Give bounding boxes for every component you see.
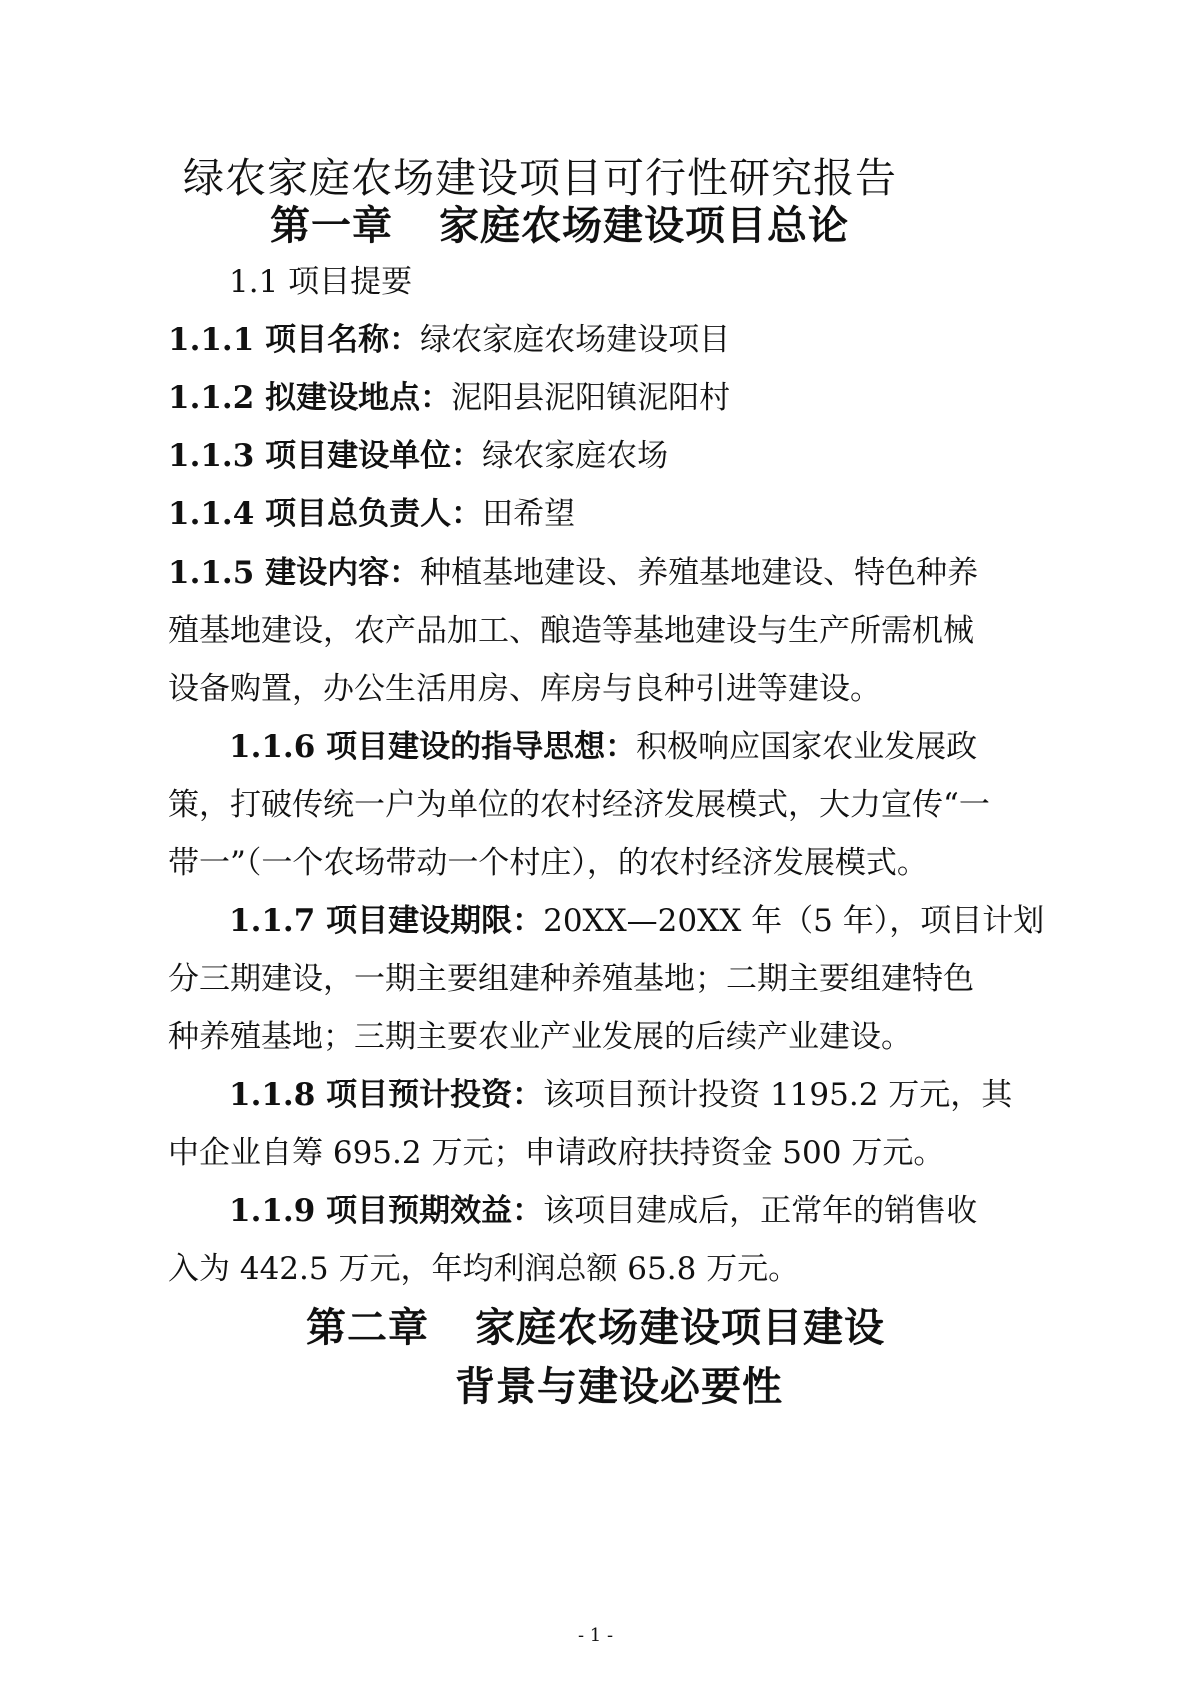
- item-1-1-3: [168, 436, 668, 476]
- item-1-1-7-line-2: 分三期建设，一期主要组建种养殖基地；二期主要组建特色: [168, 961, 974, 997]
- item-1-1-1: [168, 320, 730, 360]
- item-1-1-9-line-2: 入为 442.5 万元，年均利润总额 65.8 万元。: [168, 1251, 800, 1287]
- item-1-1-6-line-2: 策，打破传统一户为单位的农村经济发展模式，大力宣传“一: [168, 787, 990, 823]
- item-1-1-6-text-1: 积极响应国家农业发展政: [636, 729, 978, 765]
- item-1-1-8-line-2: 中企业自筹 695.2 万元；申请政府扶持资金 500 万元。: [168, 1135, 945, 1171]
- item-1-1-2: [168, 378, 730, 418]
- item-1-1-4: [168, 494, 575, 534]
- item-1-1-7-line-1: [229, 901, 1044, 941]
- item-1-1-5-line-3: 设备购置，办公生活用房、库房与良种引进等建设。: [168, 671, 881, 707]
- item-1-1-3-value: 绿农家庭农场: [482, 438, 669, 474]
- item-1-1-4-value: 田希望: [482, 496, 576, 532]
- item-1-1-1-label: 1.1.1 项目名称：: [168, 322, 421, 358]
- section-1-1-heading: 1.1 项目提要: [229, 264, 413, 300]
- item-1-1-3-label: 1.1.3 项目建设单位：: [168, 438, 483, 474]
- item-1-1-4-label: 1.1.4 项目总负责人：: [168, 496, 483, 532]
- document-title: 绿农家庭农场建设项目可行性研究报告: [183, 154, 897, 202]
- chapter-2-number: 第二章: [306, 1304, 429, 1351]
- item-1-1-7-label: 1.1.7 项目建设期限：: [229, 903, 544, 939]
- item-1-1-9-line-1: [229, 1191, 977, 1231]
- item-1-1-5-label: 1.1.5 建设内容：: [168, 555, 421, 591]
- item-1-1-7-line-3: 种养殖基地；三期主要农业产业发展的后续产业建设。: [168, 1019, 912, 1055]
- page-number: - 1 -: [577, 1625, 614, 1646]
- item-1-1-2-label: 1.1.2 拟建设地点：: [168, 380, 452, 416]
- item-1-1-8-text-1: 该项目预计投资 1195.2 万元，其: [543, 1077, 1013, 1113]
- item-1-1-9-text-1: 该项目建成后，正常年的销售收: [543, 1193, 978, 1229]
- chapter-2-title-line-1: 家庭农场建设项目建设: [475, 1304, 885, 1351]
- item-1-1-7-text-1: 20XX—20XX 年（5 年），项目计划: [543, 903, 1045, 939]
- item-1-1-1-value: 绿农家庭农场建设项目: [420, 322, 731, 358]
- item-1-1-5-line-1: [168, 553, 978, 593]
- chapter-1-title: 家庭农场建设项目总论: [439, 202, 849, 249]
- chapter-1-heading: [270, 198, 849, 254]
- item-1-1-6-line-1: [229, 727, 977, 767]
- item-1-1-9-label: 1.1.9 项目预期效益：: [229, 1193, 544, 1229]
- chapter-2-heading-line-2: 背景与建设必要性: [455, 1363, 783, 1410]
- item-1-1-6-line-3: 带一”（一个农场带动一个村庄），的农村经济发展模式。: [168, 845, 928, 881]
- chapter-1-number: 第一章: [270, 202, 393, 249]
- item-1-1-5-line-2: 殖基地建设，农产品加工、酿造等基地建设与生产所需机械: [168, 613, 974, 649]
- item-1-1-5-text-1: 种植基地建设、养殖基地建设、特色种养: [420, 555, 979, 591]
- item-1-1-6-label: 1.1.6 项目建设的指导思想：: [229, 729, 637, 765]
- item-1-1-8-line-1: [229, 1075, 1012, 1115]
- chapter-2-heading: [306, 1300, 885, 1356]
- item-1-1-2-value: 泥阳县泥阳镇泥阳村: [451, 380, 731, 416]
- item-1-1-8-label: 1.1.8 项目预计投资：: [229, 1077, 544, 1113]
